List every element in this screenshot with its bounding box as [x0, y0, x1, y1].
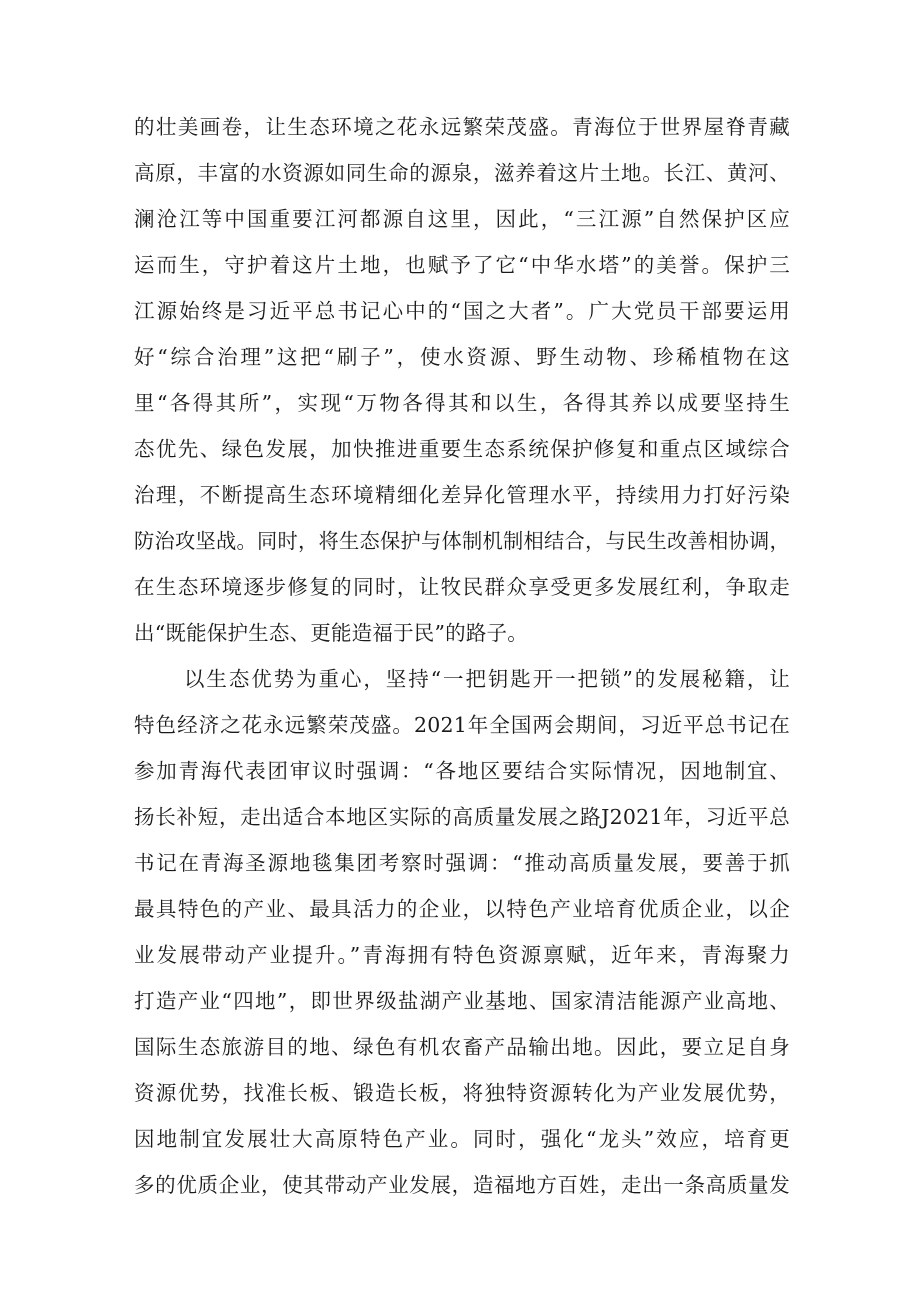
- text-line: 澜沧江等中国重要江河都源自这里，因此，“三江源”自然保护区应: [134, 207, 790, 231]
- text-line: 运而生，守护着这片土地，也赋予了它“中华水塔”的美誉。保护三: [134, 253, 790, 277]
- text-line: 业发展带动产业提升。”青海拥有特色资源禀赋，近年来，青海聚力: [134, 943, 790, 967]
- text-line: 防治攻坚战。同时，将生态保护与体制机制相结合，与民生改善相协调，: [134, 529, 790, 553]
- text-line: 打造产业“四地”，即世界级盐湖产业基地、国家清洁能源产业高地、: [134, 989, 790, 1013]
- text-line: 好“综合治理”这把“刷子”，使水资源、野生动物、珍稀植物在这: [134, 345, 790, 369]
- text-line: 江源始终是习近平总书记心中的“国之大者”。广大党员干部要运用: [134, 299, 790, 323]
- text-line: 以生态优势为重心，坚持“一把钥匙开一把锁”的发展秘籍，让: [184, 667, 790, 691]
- text-line: 治理，不断提高生态环境精细化差异化管理水平，持续用力打好污染: [134, 483, 790, 507]
- text-line: 因地制宜发展壮大高原特色产业。同时，强化“龙头”效应，培育更: [134, 1127, 790, 1151]
- text-line: 书记在青海圣源地毯集团考察时强调：“推动高质量发展，要善于抓: [134, 851, 790, 875]
- text-line: 在生态环境逐步修复的同时，让牧民群众享受更多发展红利，争取走: [134, 575, 790, 599]
- text-line: 出“既能保护生态、更能造福于民”的路子。: [134, 621, 528, 645]
- text-line: 高原，丰富的水资源如同生命的源泉，滋养着这片土地。长江、黄河、: [134, 161, 790, 185]
- text-line: 最具特色的产业、最具活力的企业，以特色产业培育优质企业，以企: [134, 897, 790, 921]
- text-line: 特色经济之花永远繁荣茂盛。2021年全国两会期间，习近平总书记在: [134, 713, 790, 737]
- text-line: 态优先、绿色发展，加快推进重要生态系统保护修复和重点区域综合: [134, 437, 790, 461]
- text-line: 里“各得其所”，实现“万物各得其和以生，各得其养以成要坚持生: [134, 391, 790, 415]
- text-line: 资源优势，找准长板、锻造长板，将独特资源转化为产业发展优势，: [134, 1081, 790, 1105]
- text-line: 多的优质企业，使其带动产业发展，造福地方百姓，走出一条高质量发: [134, 1173, 790, 1197]
- text-line: 国际生态旅游目的地、绿色有机农畜产品输出地。因此，要立足自身: [134, 1035, 790, 1059]
- text-line: 参加青海代表团审议时强调：“各地区要结合实际情况，因地制宜、: [134, 759, 790, 783]
- text-line: 的壮美画卷，让生态环境之花永远繁荣茂盛。青海位于世界屋脊青藏: [134, 115, 790, 139]
- text-line: 扬长补短，走出适合本地区实际的高质量发展之路J2021年，习近平总: [134, 805, 790, 829]
